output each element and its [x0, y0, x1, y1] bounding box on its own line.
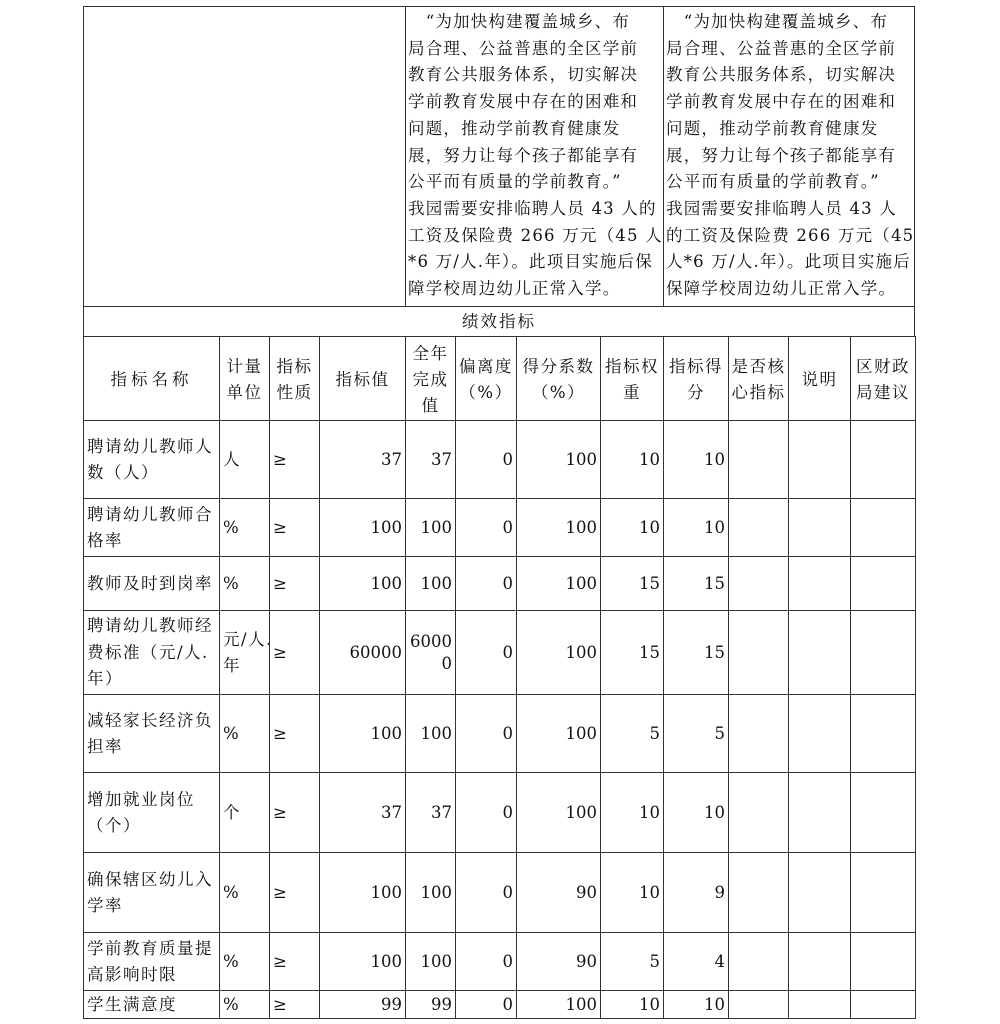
- cell-text: ≥: [273, 951, 289, 971]
- cell-core: [728, 772, 789, 853]
- cell-advice: [850, 932, 916, 991]
- cell-text: ≥: [273, 573, 289, 593]
- cell-nature: [269, 498, 320, 557]
- cell-text: 37: [431, 803, 452, 822]
- cell-text: 90: [576, 952, 597, 971]
- cell-text: 100: [565, 574, 597, 593]
- cell-text: 元/人. 年: [223, 629, 273, 675]
- cell-text: 100: [370, 952, 402, 971]
- cell-text: ≥: [273, 882, 289, 902]
- cell-text: 15: [704, 643, 725, 662]
- cell-text: ≥: [273, 994, 289, 1014]
- header-actual: [405, 336, 456, 421]
- cell-target: [319, 990, 406, 1019]
- cell-unit: [219, 990, 270, 1019]
- cell-text: 教师及时到岗率: [87, 573, 213, 593]
- cell-text: 0: [502, 803, 513, 822]
- header-label: 全年 完成 值: [412, 343, 449, 415]
- cell-actual: [405, 420, 456, 499]
- cell-text: 5: [649, 724, 660, 743]
- cell-text: %: [223, 951, 241, 971]
- header-unit: [219, 336, 270, 421]
- cell-text: 99: [431, 995, 452, 1014]
- cell-actual: [405, 990, 456, 1019]
- cell-text: 0: [502, 643, 513, 662]
- cell-note: [788, 932, 851, 991]
- header-score: [663, 336, 729, 421]
- cell-unit: [219, 852, 270, 933]
- cell-text: 10: [704, 803, 725, 822]
- cell-text: 4: [714, 952, 725, 971]
- cell-text: 0: [502, 574, 513, 593]
- cell-nature: [269, 932, 320, 991]
- cell-actual: [405, 932, 456, 991]
- cell-weight: [600, 694, 664, 773]
- cell-text: 学生满意度: [87, 994, 177, 1014]
- cell-nature: [269, 852, 320, 933]
- cell-weight: [600, 420, 664, 499]
- cell-text: 37: [381, 450, 402, 469]
- cell-deviation: [455, 772, 517, 853]
- section-title: 绩效指标: [462, 312, 536, 331]
- cell-text: 100: [565, 803, 597, 822]
- cell-text: 0: [502, 450, 513, 469]
- cell-text: %: [223, 517, 241, 537]
- cell-target: [319, 420, 406, 499]
- cell-actual: [405, 498, 456, 557]
- header-label: 说明: [801, 369, 838, 389]
- cell-unit: [219, 610, 273, 695]
- cell-text: 100: [565, 724, 597, 743]
- cell-deviation: [455, 556, 517, 611]
- cell-coef: [516, 932, 601, 991]
- cell-actual: [405, 610, 456, 695]
- cell-text: 100: [565, 450, 597, 469]
- cell-text: 100: [565, 643, 597, 662]
- cell-note: [788, 610, 851, 695]
- cell-unit: [219, 556, 270, 611]
- cell-text: 聘请幼儿教师经 费标准（元/人. 年）: [87, 616, 213, 689]
- cell-text: 100: [370, 574, 402, 593]
- cell-target: [319, 852, 406, 933]
- cell-name: [83, 556, 220, 611]
- cell-name: [83, 694, 220, 773]
- cell-advice: [850, 990, 916, 1019]
- cell-nature: [269, 694, 320, 773]
- cell-text: 100: [565, 518, 597, 537]
- cell-name: [83, 990, 220, 1019]
- header-advice: [850, 336, 916, 421]
- cell-score: [663, 772, 729, 853]
- cell-score: [663, 610, 729, 695]
- cell-nature: [269, 990, 320, 1019]
- cell-coef: [516, 990, 601, 1019]
- header-label: 指标名称: [110, 369, 193, 389]
- cell-text: 5: [714, 724, 725, 743]
- cell-target: [319, 772, 406, 853]
- cell-name: [83, 852, 220, 933]
- cell-advice: [850, 694, 916, 773]
- cell-actual: [405, 852, 456, 933]
- cell-advice: [850, 556, 916, 611]
- cell-text: 100: [420, 883, 452, 902]
- header-label: 指标值: [335, 369, 390, 389]
- cell-advice: [850, 852, 916, 933]
- header-label: 指标 性质: [276, 356, 313, 402]
- cell-core: [728, 420, 789, 499]
- cell-deviation: [455, 694, 517, 773]
- cell-text: 0: [502, 518, 513, 537]
- cell-target: [319, 694, 406, 773]
- cell-nature: [269, 610, 320, 695]
- cell-text: 学前教育质量提 高影响时限: [87, 938, 213, 984]
- cell-text: 确保辖区幼儿入 学率: [87, 869, 213, 915]
- cell-text: 100: [370, 518, 402, 537]
- cell-score: [663, 990, 729, 1019]
- cell-unit: [219, 498, 270, 557]
- cell-deviation: [455, 610, 517, 695]
- cell-text: 37: [431, 450, 452, 469]
- cell-text: 9: [714, 883, 725, 902]
- cell-unit: [219, 420, 270, 499]
- cell-text: 6000 0: [410, 632, 452, 673]
- cell-nature: [269, 420, 320, 499]
- cell-advice: [850, 498, 916, 557]
- cell-note: [788, 498, 851, 557]
- cell-text: 5: [649, 952, 660, 971]
- cell-coef: [516, 498, 601, 557]
- cell-text: 0: [502, 724, 513, 743]
- cell-note: [788, 772, 851, 853]
- cell-coef: [516, 420, 601, 499]
- cell-advice: [850, 610, 916, 695]
- cell-nature: [269, 772, 320, 853]
- cell-core: [728, 932, 789, 991]
- cell-text: 15: [704, 574, 725, 593]
- cell-text: 10: [704, 450, 725, 469]
- cell-core: [728, 852, 789, 933]
- header-label: 是否核 心指标: [731, 356, 786, 402]
- cell-text: 37: [381, 803, 402, 822]
- cell-score: [663, 556, 729, 611]
- cell-text: 0: [502, 995, 513, 1014]
- cell-text: 60000: [349, 643, 402, 662]
- header-label: 指标权 重: [605, 356, 659, 402]
- cell-weight: [600, 852, 664, 933]
- cell-coef: [516, 610, 601, 695]
- header-label: 指标得 分: [669, 356, 723, 402]
- header-deviation: [455, 336, 517, 421]
- cell-unit: [219, 694, 270, 773]
- cell-actual: [405, 694, 456, 773]
- cell-name: [83, 772, 220, 853]
- cell-target: [319, 932, 406, 991]
- header-target: [319, 336, 406, 421]
- cell-text: 10: [639, 883, 660, 902]
- cell-text: 100: [420, 574, 452, 593]
- cell-name: [83, 610, 220, 695]
- cell-text: 10: [704, 518, 725, 537]
- cell-core: [728, 990, 789, 1019]
- cell-note: [788, 852, 851, 933]
- cell-actual: [405, 772, 456, 853]
- section-title-cell: [83, 306, 915, 337]
- cell-deviation: [455, 852, 517, 933]
- cell-note: [788, 990, 851, 1019]
- cell-coef: [516, 772, 601, 853]
- cell-text: ≥: [273, 517, 289, 537]
- cell-text: %: [223, 573, 241, 593]
- cell-text: 人: [223, 449, 241, 469]
- cell-text: 减轻家长经济负 担率: [87, 710, 213, 756]
- cell-text: 聘请幼儿教师人 数（人）: [87, 436, 213, 482]
- cell-text: 0: [502, 952, 513, 971]
- cell-actual: [405, 556, 456, 611]
- cell-text: 100: [370, 883, 402, 902]
- cell-text: 100: [420, 724, 452, 743]
- cell-weight: [600, 498, 664, 557]
- cell-name: [83, 932, 220, 991]
- header-coef: [516, 336, 601, 421]
- top-left-empty-cell: [83, 6, 406, 307]
- cell-text: 10: [639, 518, 660, 537]
- cell-core: [728, 498, 789, 557]
- cell-text: 100: [420, 518, 452, 537]
- actual-description-cell: “为加快构建覆盖城乡、布 局合理、公益普惠的全区学前 教育公共服务体系，切实解决 学前教育发展中存在的困难和 问题，推动学前教育健康发 展，努力让每个孩子都能享有 公平而有质量的学前教育。” 我园需要安排临聘人员 43 人 的工资及保险费 266 万元（45 人*6 万/人.年）。此项目实施后 保障学校周边幼儿正常入学。: [663, 6, 915, 307]
- cell-target: [319, 498, 406, 557]
- header-label: 区财政 局建议: [856, 356, 910, 402]
- cell-text: ≥: [273, 642, 289, 662]
- cell-text: 10: [639, 450, 660, 469]
- cell-score: [663, 694, 729, 773]
- cell-text: %: [223, 882, 241, 902]
- header-core: [728, 336, 789, 421]
- cell-weight: [600, 932, 664, 991]
- cell-text: %: [223, 994, 241, 1014]
- header-note: [788, 336, 851, 421]
- header-label: 计量 单位: [226, 356, 263, 402]
- cell-unit: [219, 932, 270, 991]
- cell-unit: [219, 772, 270, 853]
- cell-text: 100: [565, 995, 597, 1014]
- cell-weight: [600, 990, 664, 1019]
- cell-score: [663, 932, 729, 991]
- cell-text: ≥: [273, 723, 289, 743]
- cell-text: 15: [639, 643, 660, 662]
- cell-note: [788, 694, 851, 773]
- header-label: 偏离度 （%）: [459, 356, 513, 402]
- cell-coef: [516, 694, 601, 773]
- cell-text: 0: [502, 883, 513, 902]
- header-name: [83, 336, 220, 421]
- cell-text: 100: [370, 724, 402, 743]
- cell-text: 100: [420, 952, 452, 971]
- cell-name: [83, 498, 220, 557]
- cell-target: [319, 556, 406, 611]
- cell-text: 99: [381, 995, 402, 1014]
- cell-text: 10: [704, 995, 725, 1014]
- cell-coef: [516, 556, 601, 611]
- cell-text: ≥: [273, 802, 289, 822]
- cell-advice: [850, 420, 916, 499]
- cell-weight: [600, 610, 664, 695]
- header-nature: [269, 336, 320, 421]
- header-weight: [600, 336, 664, 421]
- cell-text: 增加就业岗位 （个）: [87, 789, 195, 835]
- cell-text: %: [223, 723, 241, 743]
- target-description-cell: “为加快构建覆盖城乡、布 局合理、公益普惠的全区学前 教育公共服务体系，切实解决 学前教育发展中存在的困难和 问题，推动学前教育健康发 展，努力让每个孩子都能享有 公平而有质量的学前教育。” 我园需要安排临聘人员 43 人的 工资及保险费 266 万元（45 人 *6 万/人.年）。此项目实施后保 障学校周边幼儿正常入学。: [405, 6, 664, 307]
- cell-deviation: [455, 498, 517, 557]
- cell-core: [728, 556, 789, 611]
- cell-text: 90: [576, 883, 597, 902]
- cell-text: 聘请幼儿教师合 格率: [87, 504, 213, 550]
- cell-text: 个: [223, 802, 241, 822]
- cell-note: [788, 556, 851, 611]
- cell-text: 10: [639, 803, 660, 822]
- cell-nature: [269, 556, 320, 611]
- cell-coef: [516, 852, 601, 933]
- cell-advice: [850, 772, 916, 853]
- cell-score: [663, 498, 729, 557]
- performance-table: [83, 6, 915, 1018]
- cell-score: [663, 852, 729, 933]
- cell-target: [319, 610, 406, 695]
- cell-weight: [600, 772, 664, 853]
- cell-text: 15: [639, 574, 660, 593]
- cell-text: ≥: [273, 449, 289, 469]
- cell-deviation: [455, 990, 517, 1019]
- cell-note: [788, 420, 851, 499]
- cell-core: [728, 694, 789, 773]
- header-label: 得分系数 （%）: [522, 356, 595, 402]
- cell-text: 10: [639, 995, 660, 1014]
- cell-deviation: [455, 420, 517, 499]
- cell-weight: [600, 556, 664, 611]
- cell-deviation: [455, 932, 517, 991]
- cell-name: [83, 420, 220, 499]
- cell-core: [728, 610, 789, 695]
- cell-score: [663, 420, 729, 499]
